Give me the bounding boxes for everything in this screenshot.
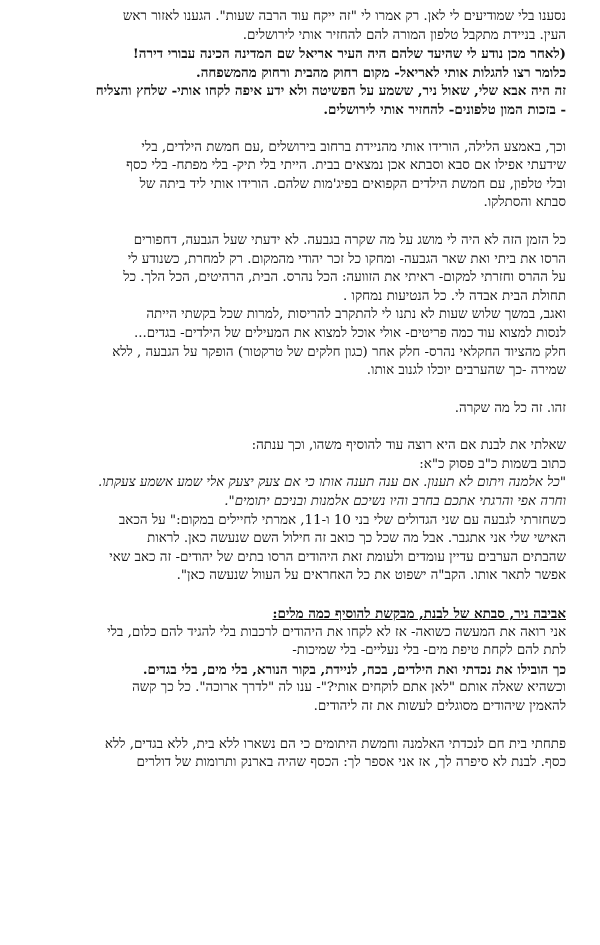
- text-line: שידעתי אפילו אם סבא וסבתא אכן נמצאים בבית. הייתי בלי תיק- בלי מפתח- בלי כסף: [126, 158, 566, 174]
- paragraph-dropped-off: [28, 139, 566, 213]
- text-line: וכשהיא שאלה אותם "לאן אתם לוקחים אותי?"- ענו לה "לדרך ארוכה". כל כך קשה: [132, 680, 566, 696]
- text-line: כשחזרתי לגבעה עם שני הגדולים שלי בני 10 ו-11, אמרתי לחיילים במקום:" על הכאב: [118, 512, 566, 528]
- text-line: כתוב בשמות כ"ב פסוק כ"א:: [419, 456, 566, 472]
- paragraph-gap: [28, 381, 566, 400]
- paragraph-gap: [28, 120, 566, 139]
- text-line: שמירה -כך שהערבים יוכלו לגנוב אותו.: [366, 363, 566, 379]
- text-line: אפשר לתאר אותו. הקב"ה ישפוט את כל האחראים על העוול שנעשה כאן".: [176, 568, 566, 584]
- paragraph-livnat-statement: [28, 437, 566, 586]
- paragraph-gap: [28, 213, 566, 232]
- text-line: העין. בניידת מתקבל טלפון המורה להם להחזיר אותי לירושלים.: [242, 27, 566, 43]
- paragraph-demolition: [28, 232, 566, 381]
- paragraph-gap: [28, 717, 566, 736]
- paragraph-gap: [28, 418, 566, 437]
- text-line: פתחתי בית חם לנכדתי האלמנה וחמשת היתומים כי הם נשארו ללא בית, ללא בגדים, ללא: [104, 736, 566, 752]
- text-line: כך הובילו את נכדתי ואת הילדים, בכח, לניידת, בקור הנורא, בלי מים, בלי בגדים.: [142, 661, 566, 678]
- text-line: על ההרס וחזרתי למקום- ראיתי את הזוועה: הכל נהרס. הבית, הרהיטים, הכל הלך. כל: [123, 270, 566, 286]
- text-line: אני רואה את המעשה כשואה- אז לא לקחו את היהודים לרכבות בלי להגיד להם כלום, בלי: [107, 624, 566, 640]
- text-line: ובלי טלפון, עם חמשת הילדים הקפואים בפיג'מות שלהם. הורידו אותי ליד ביתה של: [139, 176, 566, 192]
- text-line: זהו. זה כל מה שקרה.: [454, 400, 566, 416]
- quote-line: וחרה אפי והרגתי אתכם בחרב והיו נשיכם אלמנות ובניכם יתומים".: [224, 494, 566, 510]
- text-line: כל הזמן הזה לא היה לי מושג על מה שקרה בגבעה. לא ידעתי שעל הגבעה, דחפורים: [133, 232, 566, 248]
- text-line: לתת להם לקחת טיפת מים- בלי נעליים- בלי שמיכות-: [292, 643, 566, 659]
- text-line: חלק מהציוד החקלאי נהרס- חלק אחר (כגון חלקים של טרקטור) הופקר על הגבעה , ללא: [112, 344, 566, 360]
- text-line: כלומר רצו להגלות אותי לאריאל- מקום רחוק מהבית ורחוק מהמשפחה.: [196, 64, 566, 81]
- paragraph-aviva-statement: [28, 605, 566, 717]
- paragraph-gap: [28, 586, 566, 605]
- text-line: האישי שלי אני אתגבר. אבל מה שכל כך כואב זה חילול השם שנעשה כאן. לראות: [147, 531, 566, 547]
- text-line: הרסו את ביתי ואת שאר הגבעה- ומחקו כל זכר יהודי מהמקום. רק למחרת, כשנודע לי: [127, 251, 566, 267]
- text-line: שאלתי את לבנת אם היא רוצה עוד להוסיף משהו, וכך ענתה:: [251, 438, 566, 454]
- text-line: - בזכות המון טלפונים- להחזיר אותי לירושלים.: [323, 101, 566, 118]
- text-line: כסף. לבנת לא סיפרה לך, אז אני אספר לך: הכסף שהיה בארנק ותרומות של דולרים: [136, 755, 566, 771]
- text-line: וכך, באמצע הלילה, הורידו אותי מהניידת ברחוב בירושלים ,עם חמשת הילדים, בלי: [141, 139, 566, 155]
- text-line: תחולת הבית אבדה לי. כל הנטיעות נמחקו .: [343, 288, 566, 304]
- text-line: שהבתים הערבים עדיין עומדים ולעומת זאת היהודים הרסו בתים של יהודים- זה כאב שאי: [109, 549, 566, 565]
- quote-line: "כל אלמנה ויתום לא תענון. אם ענה תענה אותו כי אם צעק יצעק אלי שמע אשמע צעקתו.: [98, 475, 566, 491]
- paragraph-summary: [28, 400, 566, 419]
- text-line: זה היה אבא שלי, שאול ניר, ששמע על הפשיטה ולא ידע איפה לקחו אותי- שלחץ והצליח: [95, 83, 566, 100]
- text-line: (לאחר מכן נודע לי שהיעד שלהם היה העיר אריאל שם המדינה הכינה עבורי דירה!: [132, 46, 566, 63]
- text-line: נסענו בלי שמודיעים לי לאן. רק אמרו לי "זה ייקח עוד הרבה שעות". הגענו לאזור ראש: [122, 9, 566, 24]
- text-line: לנסות למצוא עוד כמה פריטים- אולי אוכל למצוא את המעילים של הילדים- בגדים...: [133, 325, 566, 341]
- text-line: סבתא והסתלקו.: [483, 195, 566, 211]
- section-heading: אביבה ניר, סבתא של לבנת, מבקשת להוסיף כמה מלים:: [272, 606, 566, 623]
- text-line: להאמין שיהודים מסוגלים לעשות את זה ליהודים.: [313, 699, 566, 714]
- paragraph-arrest-transport: [28, 8, 566, 120]
- text-line: ואגב, במשך שלוש שעות לא נתנו לי להתקרב להריסות ,למרות שכל בקשתי הייתה: [146, 307, 566, 323]
- paragraph-warm-home: [28, 736, 566, 773]
